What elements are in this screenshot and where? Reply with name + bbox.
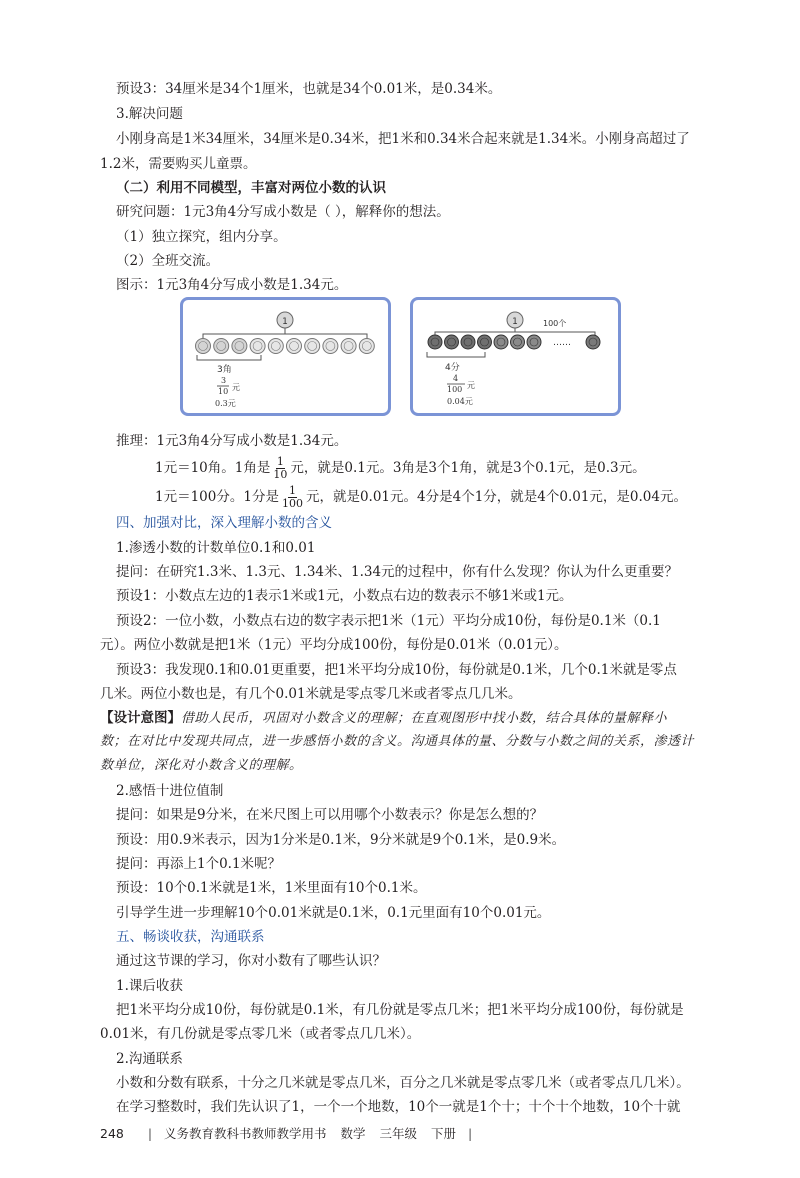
text-line: 1.渗透小数的计数单位0.1和0.01: [116, 540, 316, 556]
section-heading: 五、畅谈收获，沟通联系: [116, 929, 265, 945]
fen-coins: [428, 335, 600, 349]
jiao-coin-icon: [305, 339, 320, 354]
fen-coin-icon: [527, 335, 541, 349]
coin-label: 1: [512, 317, 518, 327]
text-span: 1元＝10角。1角是: [155, 460, 271, 476]
text-line: 小数和分数有联系，十分之几米就是零点几米，百分之几米就是零点零几米（或者零点几几米）。: [116, 1075, 690, 1091]
text-line: 1.2米，需要购买儿童票。: [100, 156, 257, 172]
text-line: 小刚身高是1米34厘米，34厘米是0.34米，把1米和0.34米合起来就是1.34米。小刚身高超过了: [116, 131, 690, 147]
subject: 数学: [340, 1126, 366, 1141]
text-line: 提问：再添上1个0.1米呢？: [116, 856, 282, 872]
text-line: 研究问题：1元3角4分写成小数是（ ），解释你的想法。: [116, 204, 450, 220]
jiao-coin-icon: [250, 339, 265, 354]
text-line: 在学习整数时，我们先认识了1，一个一个地数，10个一就是1个十；十个十个地数，10个十就: [116, 1099, 681, 1115]
fraction-den: 10: [273, 468, 288, 481]
section-heading: （二）利用不同模型，丰富对两位小数的认识: [116, 180, 386, 196]
text-span: 元，就是0.01元。4分是4个1分，就是4个0.01元，是0.04元。: [305, 489, 687, 505]
note-text: 数；在对比中发现共同点，进一步感悟小数的含义。沟通具体的量、分数与小数之间的关系，渗透计: [100, 734, 695, 749]
fraction-num: 1: [276, 455, 284, 468]
jiao-coin-icon: [196, 339, 211, 354]
jiao-coin-icon: [232, 339, 247, 354]
text-line: 预设2：一位小数，小数点右边的数字表示把1米（1元）平均分成10份，每份是0.1米（0.1: [116, 613, 661, 629]
fen-coin-icon: [461, 335, 475, 349]
text-span: 1元＝100分。1分是: [155, 489, 279, 505]
text-line: 几米。两位小数也是，有几个0.01米就是零点零几米或者零点几几米。: [100, 686, 522, 702]
jiao-coins: [196, 339, 375, 354]
text-line: 把1米平均分成10份，每份就是0.1米，有几份就是零点几米；把1米平均分成100份，每份就是: [116, 1002, 684, 1018]
text-line: （1）独立探究，组内分享。: [116, 229, 287, 245]
text-line: 通过这节课的学习，你对小数有了哪些认识？: [116, 953, 386, 969]
frac-unit: 元: [232, 383, 240, 392]
note-text: 数单位，深化对小数含义的理解。: [100, 758, 303, 773]
brace-label: 4分: [445, 363, 460, 373]
jiao-coin-icon: [341, 339, 356, 354]
note-label: 【设计意图】: [100, 710, 181, 726]
decimal-label: 0.3元: [215, 399, 236, 408]
text-line: 2.沟通联系: [116, 1051, 183, 1067]
text-line: 预设：10个0.1米就是1米，1米里面有10个0.1米。: [116, 880, 427, 896]
jiao-coin-icon: [214, 339, 229, 354]
coin-diagram-right: [413, 300, 618, 413]
fraction-num: 1: [288, 484, 296, 497]
coin-icon: [277, 312, 293, 328]
jiao-coin-icon: [323, 339, 338, 354]
grade: 三年级: [379, 1126, 418, 1141]
fen-coin-icon: [586, 335, 600, 349]
frac-num: 3: [221, 376, 227, 385]
text-line: 预设3：34厘米是34个1厘米，也就是34个0.01米，是0.34米。: [116, 81, 502, 97]
fen-coin-icon: [445, 335, 459, 349]
coin-diagram-left: [183, 300, 388, 413]
divider: |: [147, 1126, 153, 1141]
coin-icon: [507, 312, 523, 328]
note-text: 借助人民币，巩固对小数含义的理解；在直观图形中找小数，结合具体的量解释小: [181, 711, 668, 726]
coin-label: 1: [282, 317, 288, 327]
text-line: 2.感悟十进位值制: [116, 783, 224, 799]
fen-coin-icon: [478, 335, 492, 349]
text-line: 元）。两位小数就是把1米（1元）平均分成100份，每份是0.01米（0.01元）。: [100, 637, 568, 653]
text-line: 提问：在研究1.3米、1.3元、1.34米、1.34元的过程中，你有什么发现？你认为什么更重要？: [116, 564, 679, 580]
jiao-coin-icon: [268, 339, 283, 354]
fen-coin-icon: [494, 335, 508, 349]
frac-den: 10: [218, 387, 229, 396]
page-number: 248: [100, 1126, 124, 1141]
fen-coin-icon: [428, 335, 442, 349]
text-line: 预设1：小数点左边的1表示1米或1元，小数点右边的数表示不够1米或1元。: [116, 588, 573, 604]
frac-unit: 元: [467, 381, 475, 390]
fraction: [272, 456, 288, 481]
frac-num: 4: [453, 374, 459, 383]
jiao-coin-icon: [287, 339, 302, 354]
brace: [427, 352, 485, 357]
tree-lines: [203, 334, 367, 342]
figure-box-yuan-jiao: [180, 297, 391, 416]
text-line: 推理：1元3角4分写成小数是1.34元。: [116, 433, 348, 449]
count-label: 100个: [543, 319, 567, 328]
design-note: [100, 708, 667, 729]
text-line: （2）全班交流。: [116, 253, 220, 269]
brace: [197, 355, 261, 360]
volume: 下册: [431, 1126, 457, 1141]
text-line: 引导学生进一步理解10个0.01米就是0.1米，0.1元里面有10个0.01元。: [116, 905, 551, 921]
frac-den: 100: [447, 385, 463, 394]
jiao-coin-icon: [359, 339, 374, 354]
figure-box-yuan-fen: [410, 297, 621, 416]
text-line: 3.解决问题: [116, 106, 183, 122]
section-heading: 四、加强对比，深入理解小数的含义: [116, 515, 332, 531]
fraction: [281, 485, 304, 510]
text-line: 预设3：我发现0.1和0.01更重要，把1米平均分成10份，每份就是0.1米，几个0.1米就是零点: [116, 662, 677, 678]
text-line: 1.课后收获: [116, 978, 183, 994]
book-title: 义务教育教科书教师教学用书: [164, 1126, 327, 1141]
page-footer: [100, 1124, 480, 1142]
text-line: 0.01米，有几份就是零点零几米（或者零点几几米）。: [100, 1026, 421, 1042]
fraction-den: 100: [281, 497, 303, 510]
brace-label: 3角: [217, 365, 232, 375]
text-span: 元，就是0.1元。3角是3个1角，就是3个0.1元，是0.3元。: [290, 460, 646, 476]
math-line: [155, 485, 687, 510]
fen-coin-icon: [511, 335, 525, 349]
text-line: 预设：用0.9米表示，因为1分米是0.1米，9分米就是9个0.1米，是0.9米。: [116, 832, 566, 848]
decimal-label: 0.04元: [447, 397, 473, 406]
math-line: [155, 456, 646, 481]
divider: |: [468, 1126, 473, 1141]
ellipsis: ……: [553, 338, 571, 348]
text-line: 图示：1元3角4分写成小数是1.34元。: [116, 277, 348, 293]
text-line: 提问：如果是9分米，在米尺图上可以用哪个小数表示？你是怎么想的？: [116, 807, 544, 823]
